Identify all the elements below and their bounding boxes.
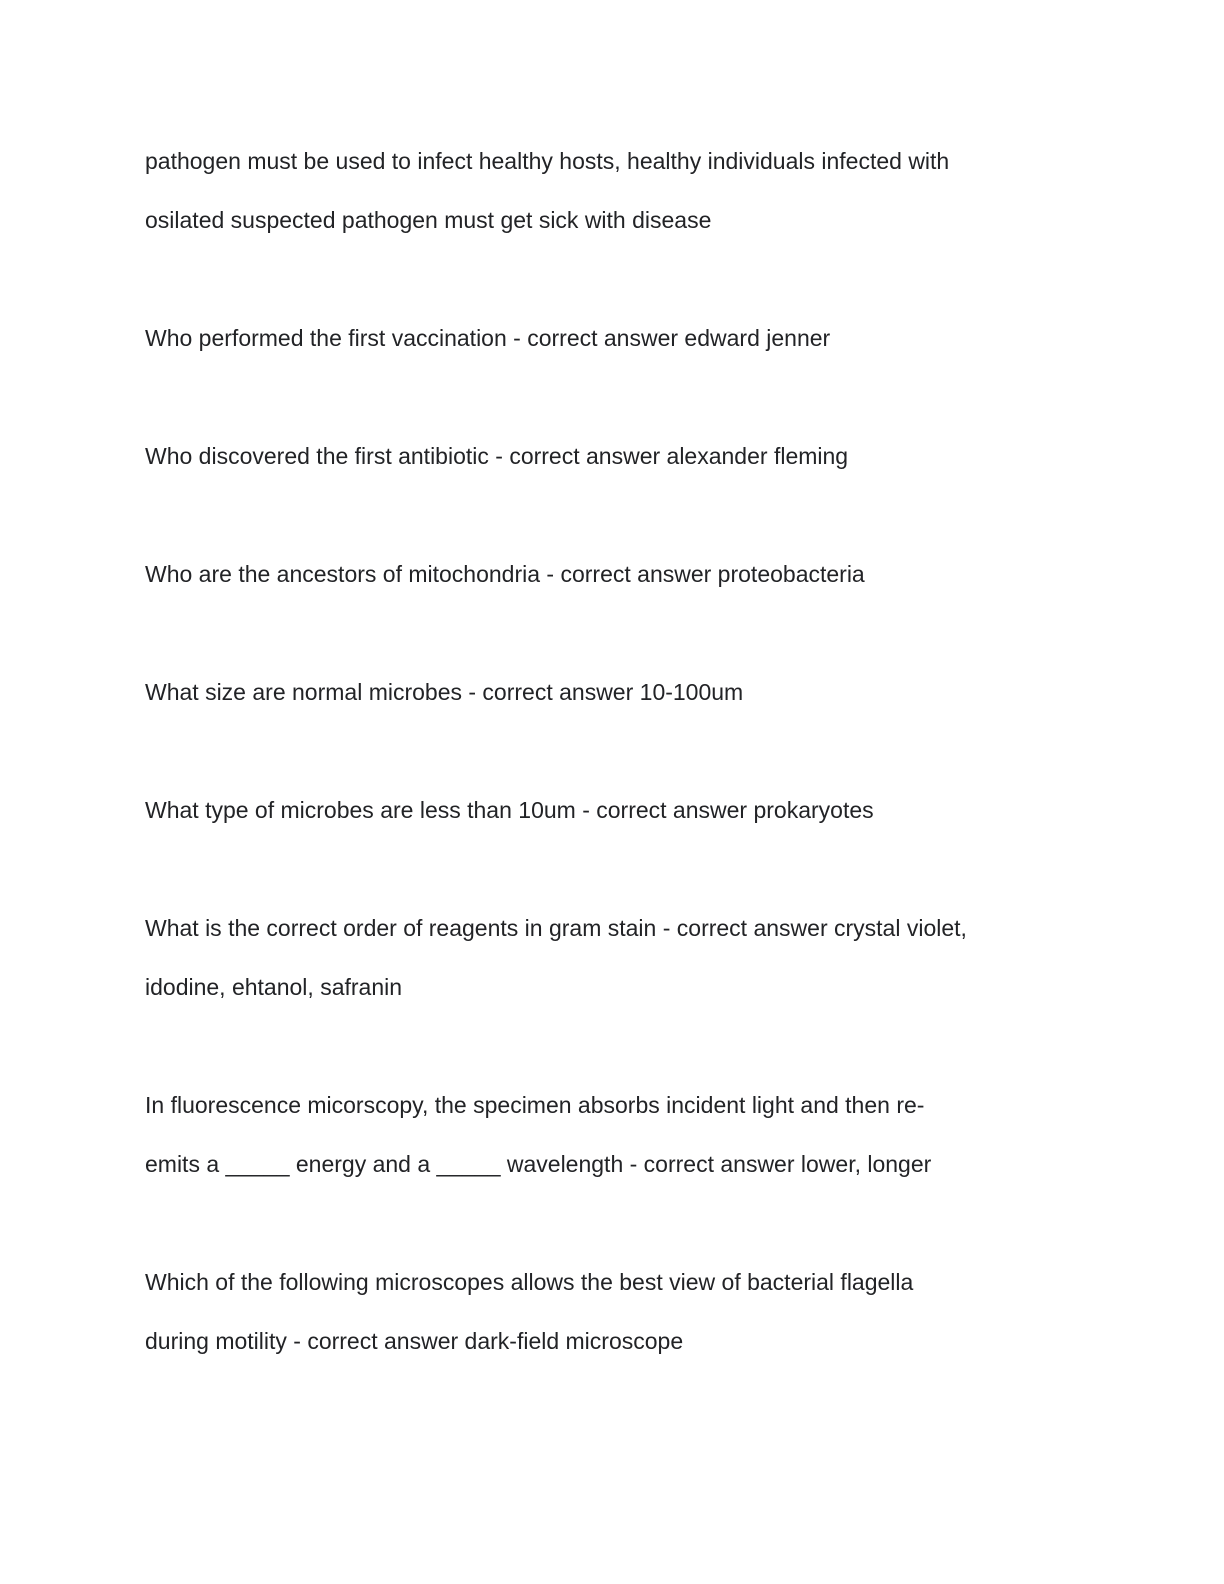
text-line: Who discovered the first antibiotic - correct answer alexander fleming bbox=[145, 443, 849, 469]
paragraph-koch-postulates bbox=[145, 132, 1085, 250]
text-line: Which of the following microscopes allows the best view of bacterial flagella bbox=[145, 1269, 914, 1295]
text-line: idodine, ehtanol, safranin bbox=[145, 974, 403, 1000]
paragraph-dark-field bbox=[145, 1253, 1085, 1371]
text-line: What is the correct order of reagents in gram stain - correct answer crystal violet, bbox=[145, 915, 967, 941]
paragraph-gram-stain bbox=[145, 899, 1085, 1017]
paragraph-microbe-size bbox=[145, 663, 1085, 722]
text-line: emits a _____ energy and a _____ wavelength - correct answer lower, longer bbox=[145, 1151, 932, 1177]
paragraph-prokaryotes bbox=[145, 781, 1085, 840]
text-line: pathogen must be used to infect healthy hosts, healthy individuals infected with bbox=[145, 148, 950, 174]
document-body bbox=[145, 132, 1085, 1430]
text-line: osilated suspected pathogen must get sick with disease bbox=[145, 207, 712, 233]
text-line: Who performed the first vaccination - correct answer edward jenner bbox=[145, 325, 831, 351]
text-line: Who are the ancestors of mitochondria - correct answer proteobacteria bbox=[145, 561, 865, 587]
paragraph-mitochondria-ancestors bbox=[145, 545, 1085, 604]
text-line: What size are normal microbes - correct answer 10-100um bbox=[145, 679, 744, 705]
text-line: What type of microbes are less than 10um - correct answer prokaryotes bbox=[145, 797, 874, 823]
paragraph-first-antibiotic bbox=[145, 427, 1085, 486]
text-line: during motility - correct answer dark-field microscope bbox=[145, 1328, 684, 1354]
paragraph-fluorescence bbox=[145, 1076, 1085, 1194]
paragraph-first-vaccination bbox=[145, 309, 1085, 368]
text-line: In fluorescence micorscopy, the specimen absorbs incident light and then re- bbox=[145, 1092, 925, 1118]
